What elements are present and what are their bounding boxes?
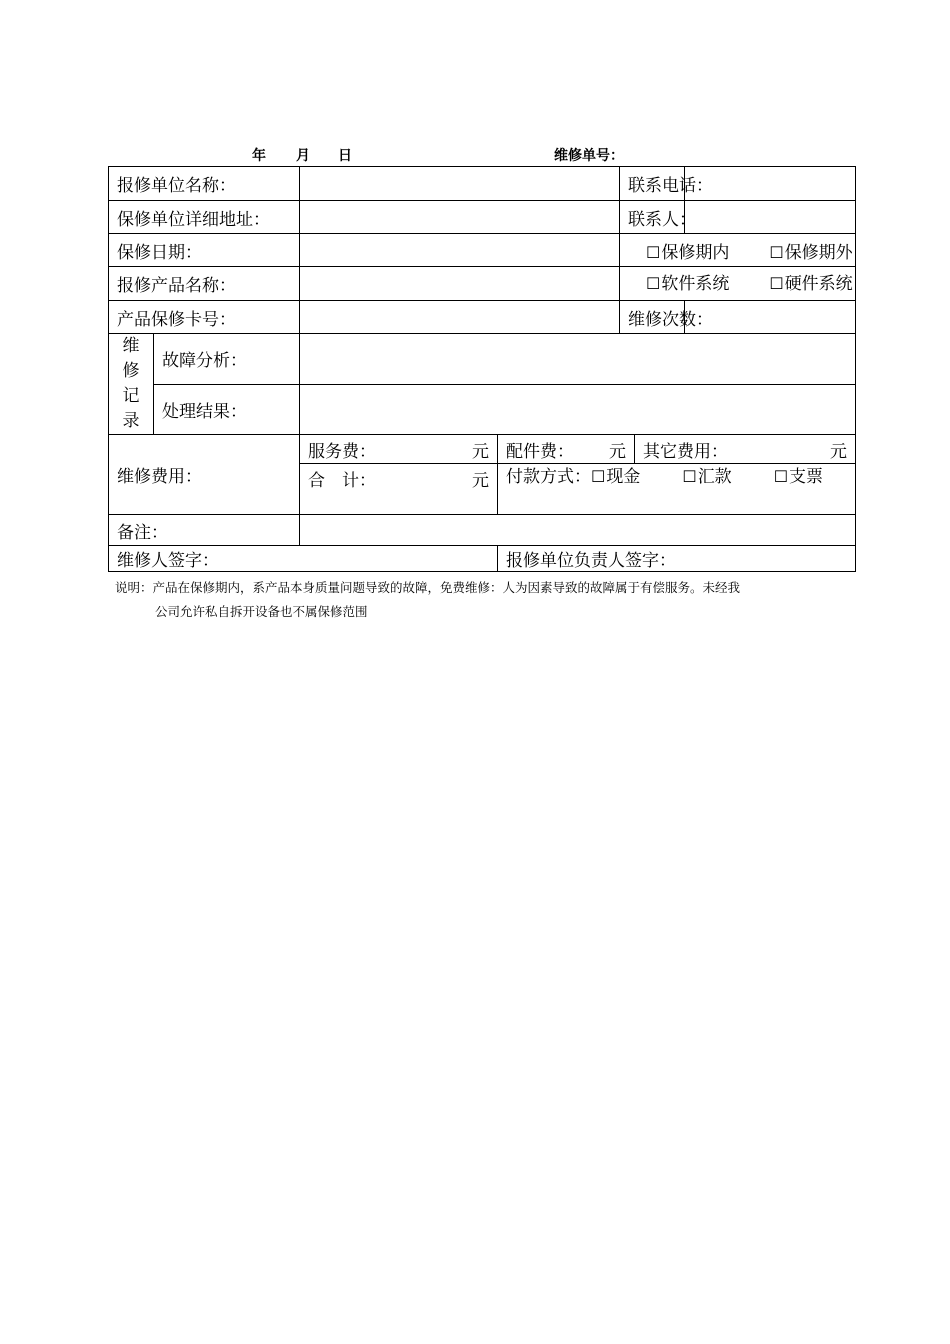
remit-checkbox[interactable]	[682, 467, 731, 487]
checkbox-icon: ☐	[769, 242, 784, 262]
total-cell[interactable]	[300, 464, 498, 515]
total-unit: 元	[472, 471, 489, 491]
checkbox-icon: ☐	[773, 467, 789, 486]
checkbox-icon: ☐	[769, 274, 784, 293]
checkbox-icon: ☐	[646, 274, 661, 293]
checkbox-icon: ☐	[682, 467, 697, 486]
service-fee-label: 服务费：	[308, 441, 376, 462]
result-field[interactable]	[300, 384, 856, 435]
repair-date-label: 保修日期：	[109, 234, 300, 267]
software-checkbox[interactable]	[646, 274, 729, 294]
hardware-label: 硬件系统	[784, 274, 853, 294]
phone-label: 联系电话：	[620, 167, 685, 201]
row-remarks	[109, 515, 856, 546]
unit-name-field[interactable]	[300, 167, 620, 201]
row-product-name	[109, 267, 856, 301]
service-fee-cell[interactable]	[300, 435, 498, 464]
total-label: 合 计：	[308, 471, 376, 491]
check-checkbox[interactable]	[774, 467, 823, 487]
payment-method-label: 付款方式：	[506, 467, 591, 487]
row-fault-analysis	[109, 334, 856, 385]
note-line-2: 公司允许私自拆开设备也不属保修范围	[155, 604, 368, 619]
service-fee-unit: 元	[472, 441, 489, 462]
result-label: 处理结果：	[154, 384, 300, 435]
row-repair-date	[109, 234, 856, 267]
fee-label: 维修费用：	[109, 435, 300, 515]
product-name-field[interactable]	[300, 267, 620, 301]
row-signatures	[109, 546, 856, 572]
card-number-label: 产品保修卡号：	[109, 301, 300, 334]
day-label: 日	[338, 148, 352, 164]
unit-head-signature-cell[interactable]	[498, 546, 856, 572]
warranty-out-label: 保修期外	[784, 242, 853, 263]
unit-name-label: 报修单位名称：	[109, 167, 300, 201]
fault-analysis-label: 故障分析：	[154, 334, 300, 385]
parts-fee-unit: 元	[609, 441, 626, 462]
order-number-label: 维修单号：	[554, 148, 624, 164]
year-label: 年	[252, 148, 266, 164]
parts-fee-label: 配件费：	[506, 441, 574, 462]
address-label: 保修单位详细地址：	[109, 201, 300, 234]
remarks-field[interactable]	[300, 515, 856, 546]
row-unit-name	[109, 167, 856, 201]
repairer-signature-label: 维修人签字：	[117, 551, 219, 571]
other-fee-cell[interactable]	[635, 435, 856, 464]
other-fee-label: 其它费用：	[643, 441, 728, 462]
form-header	[108, 145, 855, 165]
checkbox-icon: ☐	[646, 242, 661, 262]
disclaimer-note	[115, 576, 850, 624]
month-label: 月	[296, 148, 310, 164]
cash-checkbox[interactable]	[591, 467, 640, 487]
checkbox-icon: ☐	[591, 467, 606, 486]
repair-date-field[interactable]	[300, 234, 620, 267]
contact-field[interactable]	[685, 201, 856, 234]
payment-method-cell	[498, 464, 856, 515]
warranty-in-label: 保修期内	[661, 242, 730, 263]
row-address	[109, 201, 856, 234]
card-number-field[interactable]	[300, 301, 620, 334]
unit-head-signature-label: 报修单位负责人签字：	[506, 551, 676, 571]
parts-fee-cell[interactable]	[498, 435, 635, 464]
software-label: 软件系统	[661, 274, 730, 294]
system-options	[620, 267, 856, 301]
row-result	[109, 384, 856, 435]
product-name-label: 报修产品名称：	[109, 267, 300, 301]
address-field[interactable]	[300, 201, 620, 234]
contact-label: 联系人：	[620, 201, 685, 234]
row-card-number	[109, 301, 856, 334]
warranty-out-checkbox[interactable]	[769, 243, 852, 263]
fault-analysis-field[interactable]	[300, 334, 856, 385]
repair-record-group-label: 维 修 记 录	[109, 334, 154, 435]
row-fees	[109, 435, 856, 464]
warranty-in-checkbox[interactable]	[646, 243, 729, 263]
remit-label: 汇款	[697, 467, 732, 487]
repairer-signature-cell[interactable]	[109, 546, 498, 572]
cash-label: 现金	[606, 467, 641, 487]
other-fee-unit: 元	[830, 441, 847, 462]
warranty-options	[620, 234, 856, 267]
repair-count-label: 维修次数：	[620, 301, 685, 334]
remarks-label: 备注：	[109, 515, 300, 546]
note-line-1: 说明：产品在保修期内，系产品本身质量问题导致的故障，免费维修：人为因素导致的故障属于有偿服务。未经我	[115, 580, 741, 595]
check-label: 支票	[789, 467, 824, 487]
repair-form-table	[108, 166, 856, 572]
hardware-checkbox[interactable]	[769, 274, 852, 294]
